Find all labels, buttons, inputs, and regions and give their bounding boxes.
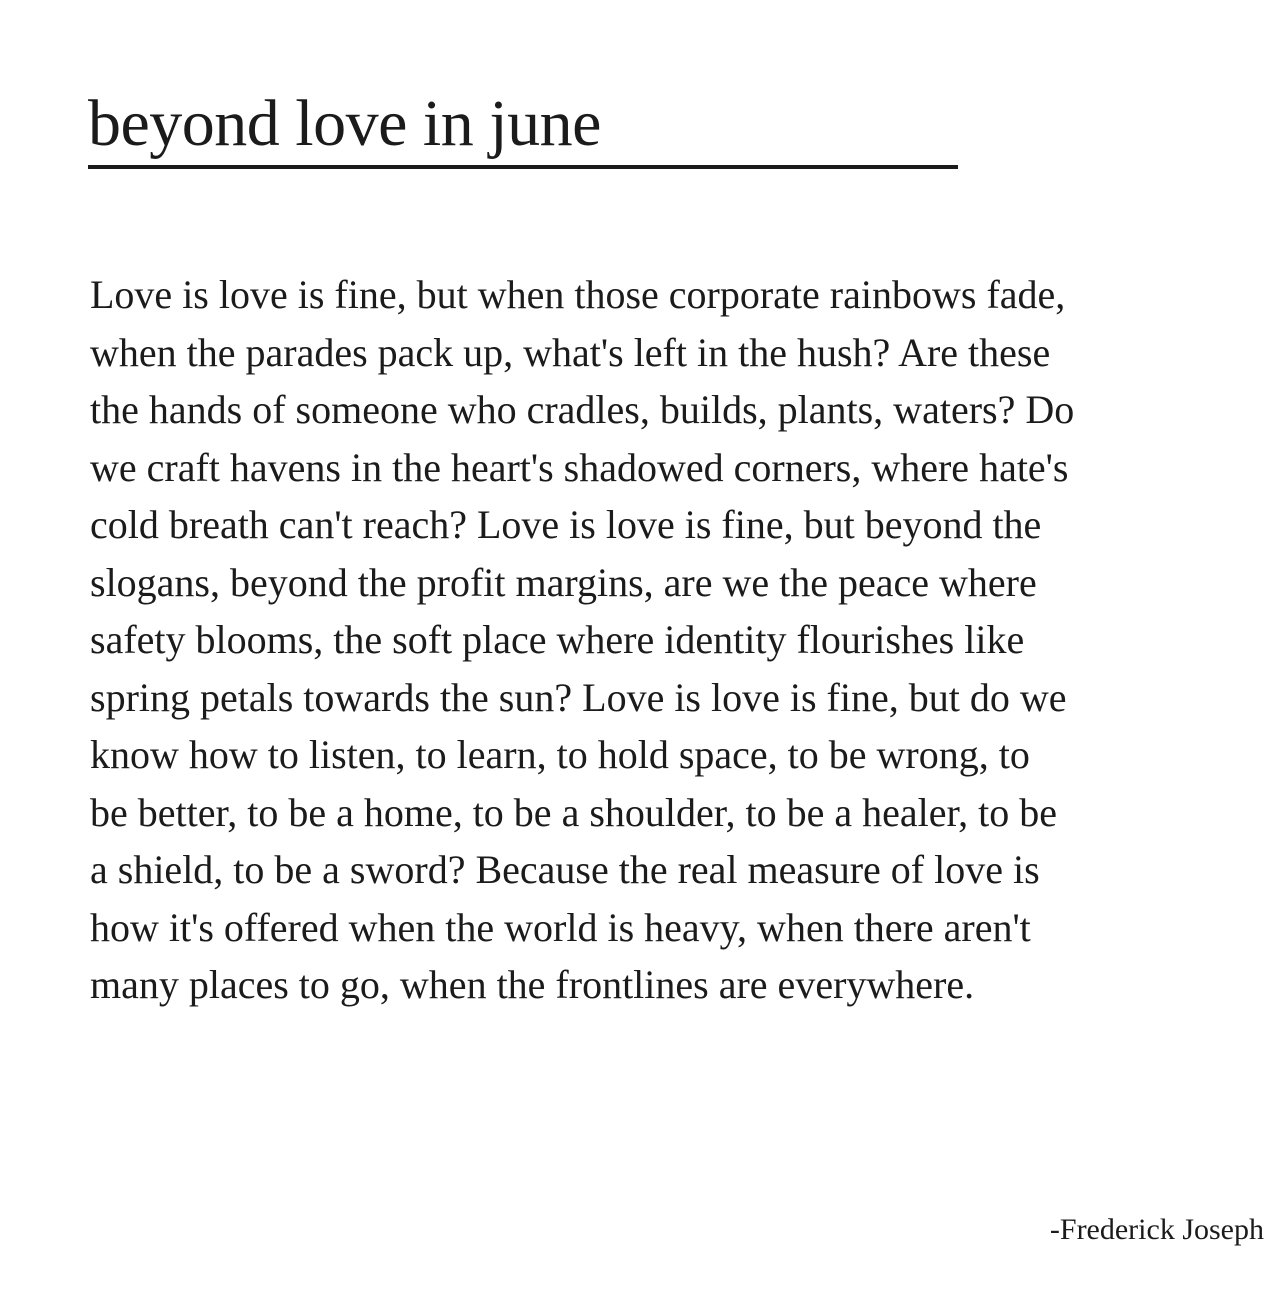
poem-line: when the parades pack up, what's left in the hush? Are these <box>90 329 1051 375</box>
poem-body <box>90 266 1240 1014</box>
poem-line: be better, to be a home, to be a shoulder, to be a healer, to be <box>90 789 1058 835</box>
poem-line: how it's offered when the world is heavy, when there aren't <box>90 904 1031 950</box>
poem-line: the hands of someone who cradles, builds, plants, waters? Do <box>90 387 1075 432</box>
poem-attribution: -Frederick Joseph <box>1049 1213 1264 1246</box>
poem-line: many places to go, when the frontlines are everywhere. <box>90 962 975 1007</box>
poem-line: spring petals towards the sun? Love is love is fine, but do we <box>90 674 1067 720</box>
poem-line: slogans, beyond the profit margins, are we the peace where <box>90 559 1037 605</box>
poem-line: a shield, to be a sword? Because the real measure of love is <box>90 847 1040 892</box>
poem-title: beyond love in june <box>88 87 601 160</box>
poem-line: know how to listen, to learn, to hold space, to be wrong, to <box>90 732 1030 777</box>
poem-line: safety blooms, the soft place where identity flourishes like <box>90 617 1025 662</box>
poem-line: Love is love is fine, but when those corporate rainbows fade, <box>90 272 1066 317</box>
poem-line: cold breath can't reach? Love is love is fine, but beyond the <box>90 502 1042 547</box>
poem-line: we craft havens in the heart's shadowed corners, where hate's <box>90 444 1069 490</box>
title-underline <box>88 165 958 169</box>
